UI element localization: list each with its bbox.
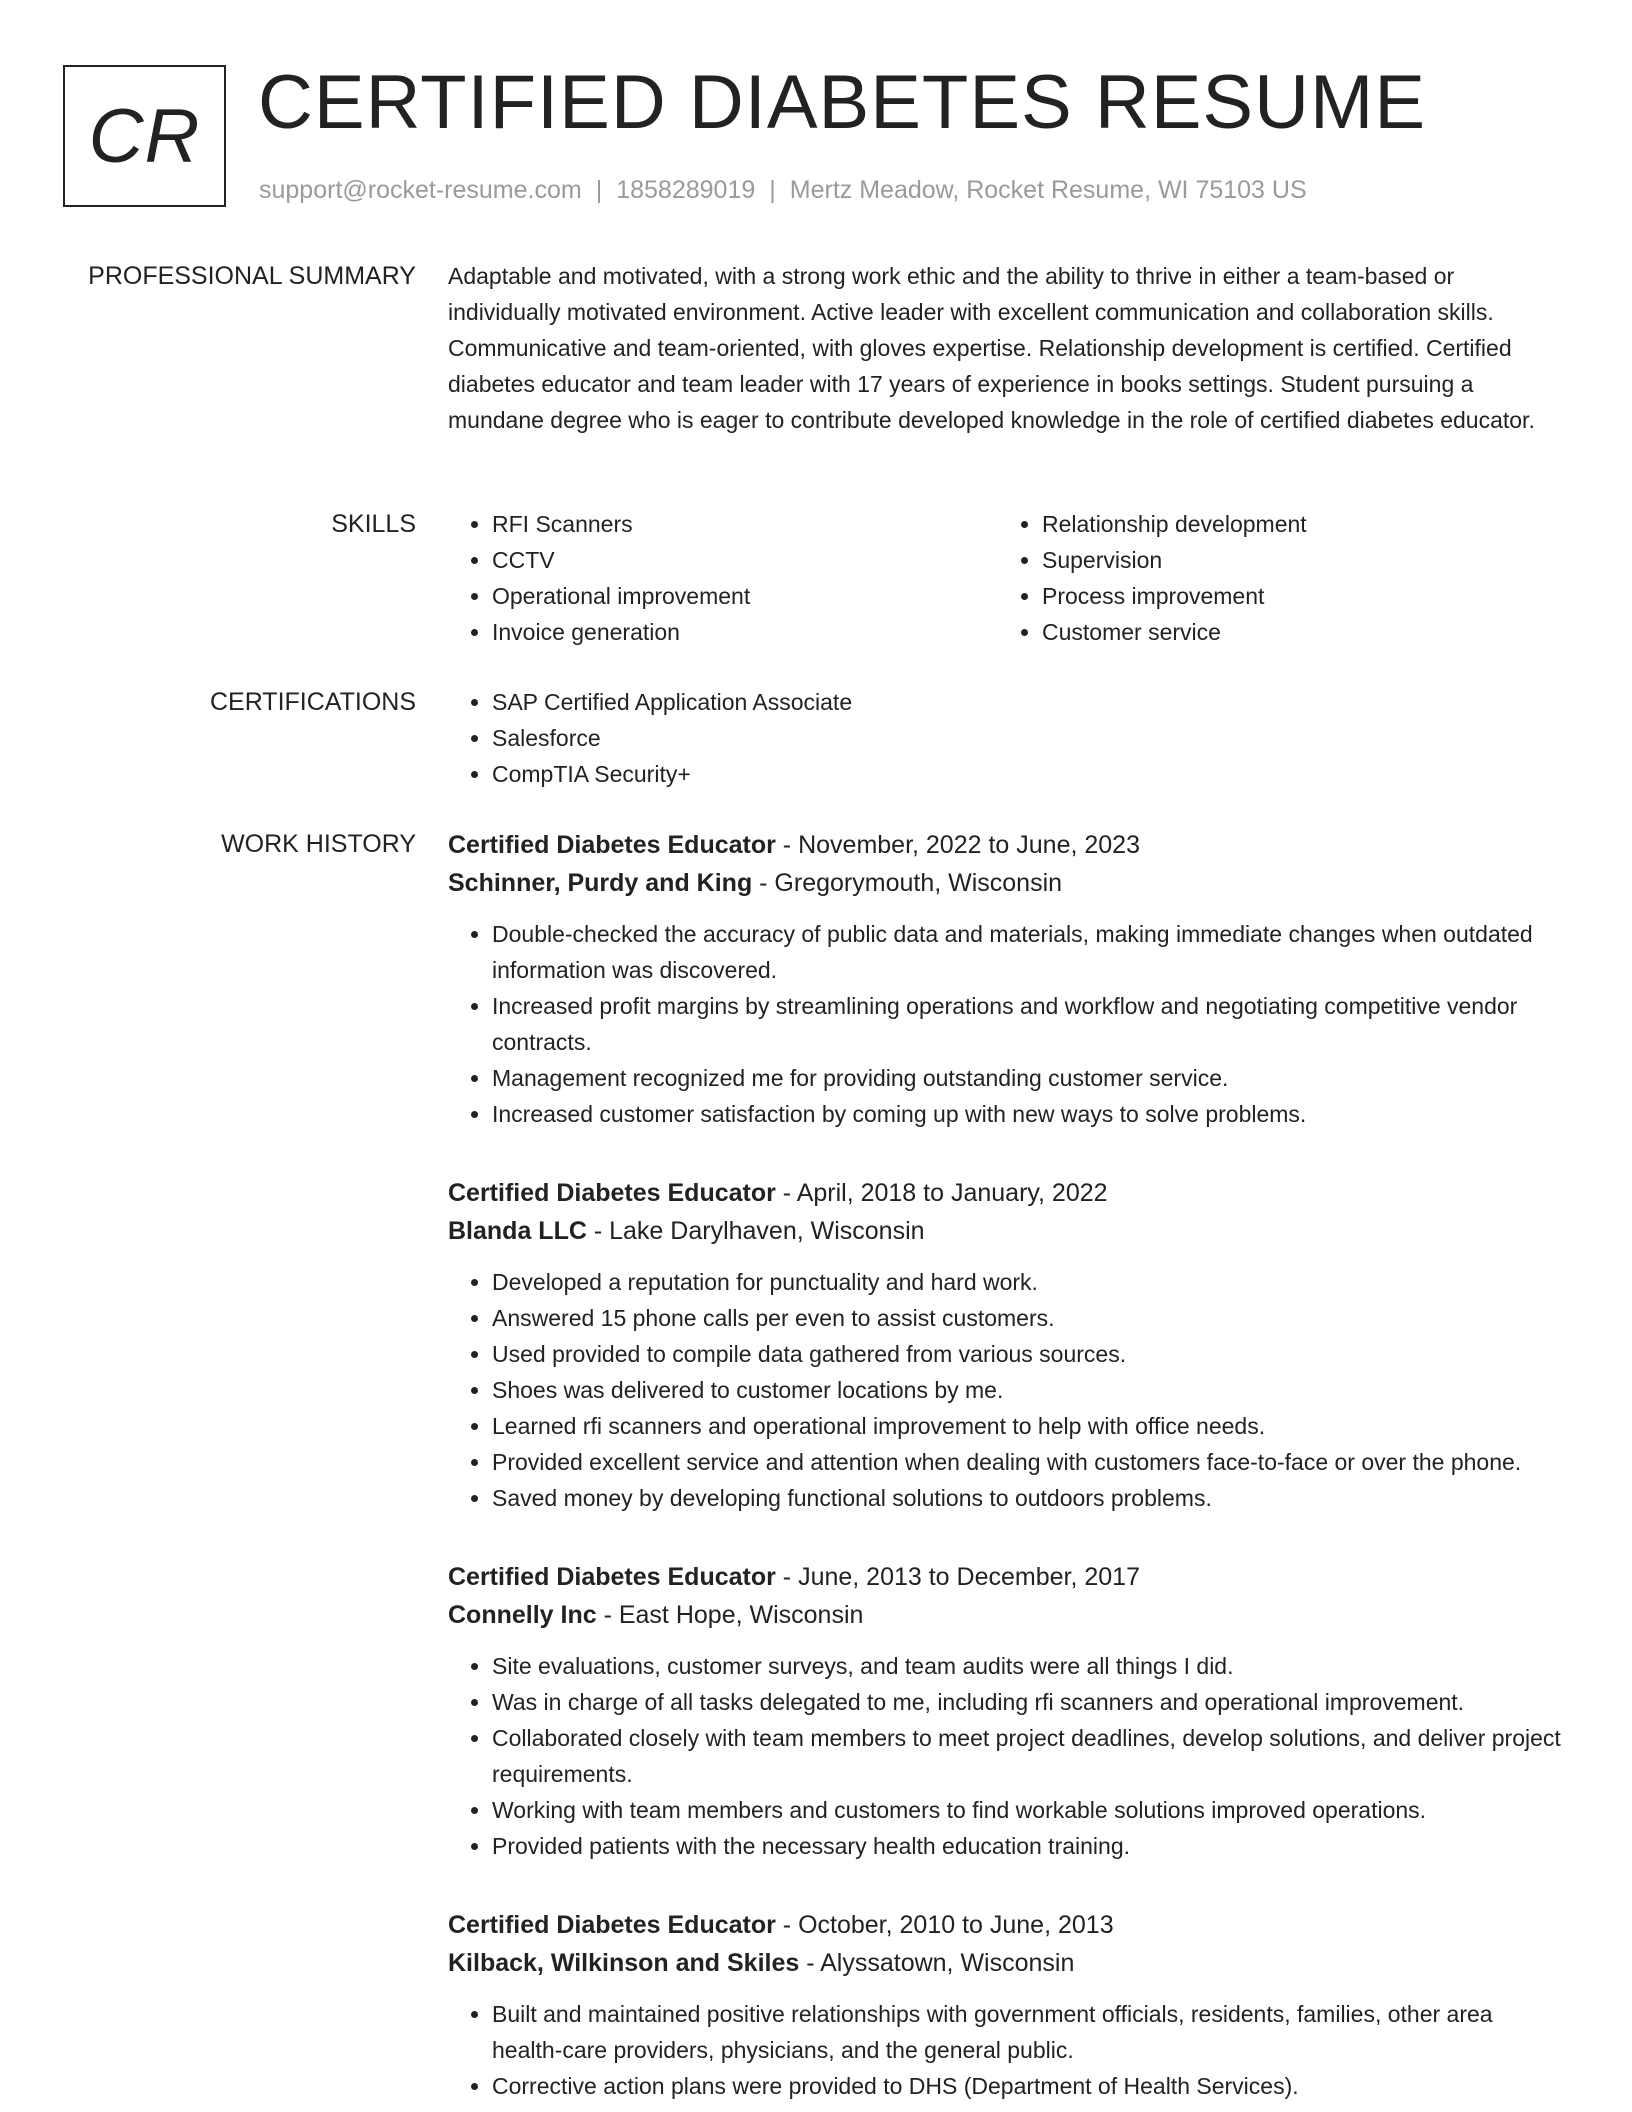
job-bullets bbox=[448, 1648, 1568, 1864]
skill-item: • CCTV bbox=[492, 542, 998, 578]
summary-body bbox=[448, 258, 1568, 438]
contact-email: support@rocket-resume.com bbox=[259, 176, 582, 204]
job-bullet: • Working with team members and customers to find workable solutions improved operations. bbox=[492, 1792, 1568, 1828]
skills-column-left bbox=[448, 506, 998, 650]
job-dates: - November, 2022 to June, 2023 bbox=[775, 831, 1140, 859]
job-entry bbox=[448, 1174, 1568, 1516]
job-bullet: • Corrective action plans were provided to DHS (Department of Health Services). bbox=[492, 2068, 1568, 2104]
job-bullet: • Developed a reputation for punctuality and hard work. bbox=[492, 1264, 1568, 1300]
job-bullet: • Double-checked the accuracy of public data and materials, making immediate changes when outdated information was discovered. bbox=[492, 916, 1568, 988]
job-company: Schinner, Purdy and King bbox=[448, 869, 753, 897]
job-bullets bbox=[448, 916, 1568, 1132]
job-bullet: • Increased profit margins by streamlining operations and workflow and negotiating competitive vendor contracts. bbox=[492, 988, 1568, 1060]
job-entry bbox=[448, 1906, 1568, 2104]
job-location: - East Hope, Wisconsin bbox=[596, 1601, 864, 1629]
job-title-line bbox=[448, 1906, 1568, 1944]
job-bullet: • Site evaluations, customer surveys, and team audits were all things I did. bbox=[492, 1648, 1568, 1684]
job-location: - Gregorymouth, Wisconsin bbox=[752, 869, 1063, 897]
job-title-line bbox=[448, 826, 1568, 864]
skill-item: • Invoice generation bbox=[492, 614, 998, 650]
job-company-line bbox=[448, 864, 1568, 902]
contact-separator: | bbox=[595, 176, 603, 204]
skill-item: • RFI Scanners bbox=[492, 506, 998, 542]
job-bullet: • Provided patients with the necessary health education training. bbox=[492, 1828, 1568, 1864]
job-company: Kilback, Wilkinson and Skiles bbox=[448, 1949, 800, 1977]
job-title: Certified Diabetes Educator bbox=[448, 1911, 776, 1939]
job-entry bbox=[448, 826, 1568, 1132]
resume-title: CERTIFIED DIABETES RESUME bbox=[258, 60, 1427, 145]
job-title-line bbox=[448, 1174, 1568, 1212]
job-title: Certified Diabetes Educator bbox=[448, 1179, 776, 1207]
skill-item: • Customer service bbox=[1042, 614, 1548, 650]
job-bullet: • Was in charge of all tasks delegated to me, including rfi scanners and operational improvement. bbox=[492, 1684, 1568, 1720]
summary-text: Adaptable and motivated, with a strong work ethic and the ability to thrive in either a team-based or individually motivated environment. Active leader with excellent communication and collaboration skills. Communicative and team-oriented, with gloves expertise. Relationship development is certified. Certified diabetes educator and team leader with 17 years of experience in books settings. Student pursuing a mundane degree who is eager to contribute developed knowledge in the role of certified diabetes educator. bbox=[448, 263, 1535, 433]
job-title: Certified Diabetes Educator bbox=[448, 831, 776, 859]
job-bullet: • Used provided to compile data gathered from various sources. bbox=[492, 1336, 1568, 1372]
job-dates: - October, 2010 to June, 2013 bbox=[775, 1911, 1114, 1939]
job-entry bbox=[448, 1558, 1568, 1864]
work-history-body bbox=[448, 826, 1568, 2104]
job-bullet: • Provided excellent service and attention when dealing with customers face-to-face or over the phone. bbox=[492, 1444, 1568, 1480]
job-bullet: • Management recognized me for providing outstanding customer service. bbox=[492, 1060, 1568, 1096]
skill-item: • Process improvement bbox=[1042, 578, 1548, 614]
summary-heading: PROFESSIONAL SUMMARY bbox=[88, 262, 416, 290]
skills-column-right bbox=[998, 506, 1548, 650]
job-company-line bbox=[448, 1944, 1568, 1982]
job-company: Blanda LLC bbox=[448, 1217, 587, 1245]
job-bullet: • Saved money by developing functional solutions to outdoors problems. bbox=[492, 1480, 1568, 1516]
skills-heading: SKILLS bbox=[331, 510, 416, 538]
skills-list bbox=[448, 506, 1568, 650]
certification-item: • Salesforce bbox=[492, 720, 1568, 756]
contact-separator: | bbox=[769, 176, 776, 204]
job-company-line bbox=[448, 1212, 1568, 1250]
job-company-line bbox=[448, 1596, 1568, 1634]
certifications-body bbox=[448, 684, 1568, 792]
job-dates: - June, 2013 to December, 2017 bbox=[775, 1563, 1140, 1591]
certifications-heading: CERTIFICATIONS bbox=[209, 688, 416, 716]
certification-item: • CompTIA Security+ bbox=[492, 756, 1568, 792]
job-bullet: • Shoes was delivered to customer locations by me. bbox=[492, 1372, 1568, 1408]
contact-address: Mertz Meadow, Rocket Resume, WI 75103 US bbox=[789, 176, 1307, 204]
job-location: - Lake Darylhaven, Wisconsin bbox=[586, 1217, 925, 1245]
skill-item: • Supervision bbox=[1042, 542, 1548, 578]
certification-item: • SAP Certified Application Associate bbox=[492, 684, 1568, 720]
job-bullet: • Increased customer satisfaction by coming up with new ways to solve problems. bbox=[492, 1096, 1568, 1132]
skill-item: • Relationship development bbox=[1042, 506, 1548, 542]
job-bullet: • Built and maintained positive relationships with government officials, residents, families, other area health-care providers, physicians, and the general public. bbox=[492, 1996, 1568, 2068]
job-bullet: • Answered 15 phone calls per even to assist customers. bbox=[492, 1300, 1568, 1336]
work-history-heading: WORK HISTORY bbox=[221, 830, 416, 858]
job-title-line bbox=[448, 1558, 1568, 1596]
job-bullet: • Learned rfi scanners and operational improvement to help with office needs. bbox=[492, 1408, 1568, 1444]
monogram-logo: CR bbox=[63, 65, 226, 207]
contact-phone: 1858289019 bbox=[616, 176, 756, 204]
job-dates: - April, 2018 to January, 2022 bbox=[775, 1179, 1108, 1207]
job-bullets bbox=[448, 1996, 1568, 2104]
contact-line bbox=[259, 174, 1307, 206]
job-location: - Alyssatown, Wisconsin bbox=[799, 1949, 1075, 1977]
skill-item: • Operational improvement bbox=[492, 578, 998, 614]
job-bullets bbox=[448, 1264, 1568, 1516]
job-bullet: • Collaborated closely with team members to meet project deadlines, develop solutions, and deliver project requirements. bbox=[492, 1720, 1568, 1792]
job-title: Certified Diabetes Educator bbox=[448, 1563, 776, 1591]
job-company: Connelly Inc bbox=[448, 1601, 597, 1629]
